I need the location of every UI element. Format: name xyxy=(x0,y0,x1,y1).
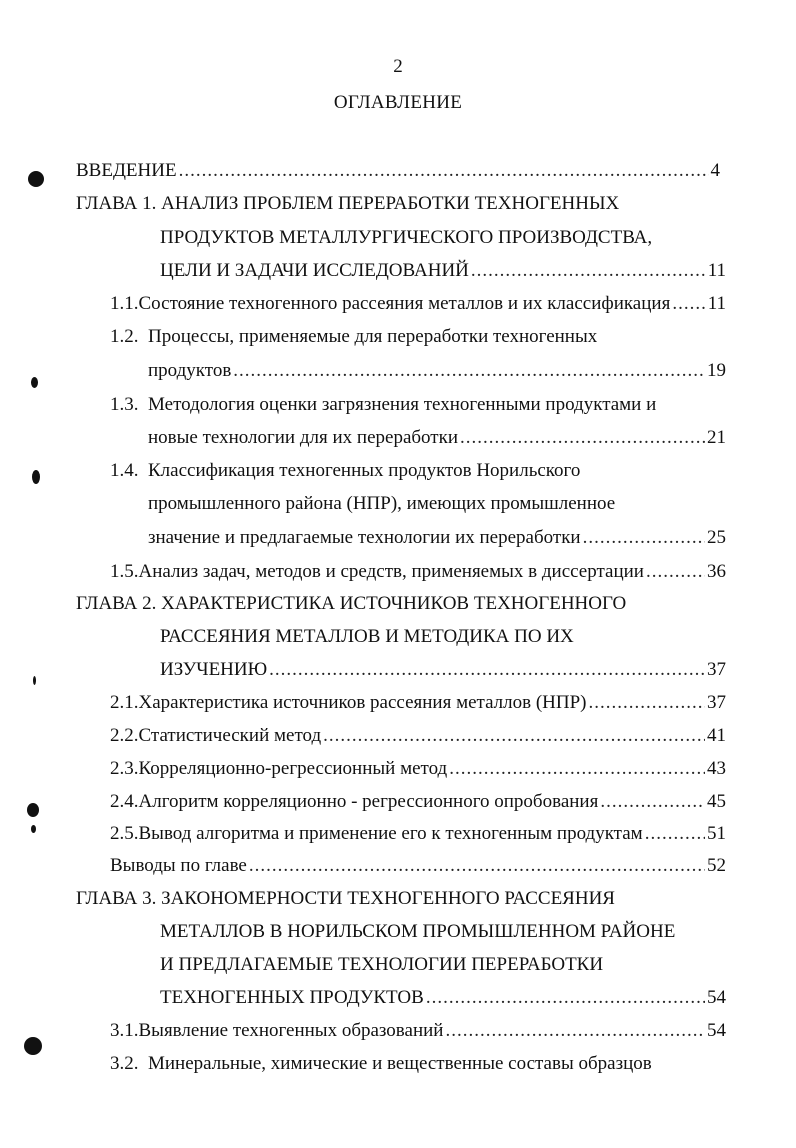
toc-entry xyxy=(110,690,726,716)
punch-hole-mark xyxy=(33,676,36,685)
toc-entry-title: ПРОДУКТОВ МЕТАЛЛУРГИЧЕСКОГО ПРОИЗВОДСТВА, xyxy=(160,227,653,248)
punch-hole-mark xyxy=(24,1037,42,1055)
toc-entry-title: ВВЕДЕНИЕ xyxy=(76,160,177,181)
toc-entry-page: 25 xyxy=(707,527,726,548)
page-number: 2 xyxy=(393,56,403,77)
leader-dots xyxy=(672,291,705,317)
toc-chapter-heading xyxy=(160,624,574,650)
toc-entry-title: ИЗУЧЕНИЮ xyxy=(160,659,268,680)
toc-entry-title: РАССЕЯНИЯ МЕТАЛЛОВ И МЕТОДИКА ПО ИХ xyxy=(160,626,574,647)
toc-entry-title: Вывод алгоритма и применение его к техногенным продуктам xyxy=(138,823,643,844)
toc-entry-page: 54 xyxy=(707,1020,726,1041)
toc-entry-number: 2.4. xyxy=(110,791,139,812)
toc-entry xyxy=(110,723,726,749)
leader-dots xyxy=(460,425,705,451)
toc-chapter-heading xyxy=(76,886,615,912)
toc-entry-number: 3.2. xyxy=(110,1053,139,1074)
toc-entry xyxy=(110,324,597,350)
toc-entry-page: 19 xyxy=(707,360,726,381)
toc-entry-number: 2.3. xyxy=(110,758,139,779)
leader-dots xyxy=(646,559,705,585)
toc-chapter-heading xyxy=(160,952,603,978)
toc-entry-title: ГЛАВА 3. ЗАКОНОМЕРНОСТИ ТЕХНОГЕННОГО РАССЕЯНИЯ xyxy=(76,888,615,909)
toc-entry-title: новые технологии для их переработки xyxy=(148,427,458,448)
leader-dots xyxy=(449,756,705,782)
toc-entry-title: Процессы, применяемые для переработки техногенных xyxy=(148,326,598,347)
leader-dots xyxy=(249,853,705,879)
toc-entry xyxy=(76,158,720,184)
leader-dots xyxy=(589,690,705,716)
toc-chapter-heading xyxy=(76,191,619,217)
toc-entry xyxy=(160,258,726,284)
toc-entry-title: МЕТАЛЛОВ В НОРИЛЬСКОМ ПРОМЫШЛЕННОМ РАЙОНЕ xyxy=(160,921,676,942)
punch-hole-mark xyxy=(31,825,36,833)
toc-entry-page: 41 xyxy=(707,725,726,746)
leader-dots xyxy=(233,358,705,384)
toc-entry-title: Корреляционно-регрессионный метод xyxy=(138,758,448,779)
toc-entry-number: 1.5. xyxy=(110,561,139,582)
toc-entry xyxy=(148,425,726,451)
toc-entry-title: ГЛАВА 2. ХАРАКТЕРИСТИКА ИСТОЧНИКОВ ТЕХНОГЕННОГО xyxy=(76,593,627,614)
toc-entry-page: 37 xyxy=(707,659,726,680)
toc-entry-title: Классификация техногенных продуктов Норильского xyxy=(148,460,581,481)
leader-dots xyxy=(323,723,705,749)
leader-dots xyxy=(426,985,705,1011)
toc-entry-number: 1.4. xyxy=(110,460,139,481)
toc-entry xyxy=(110,559,726,585)
toc-entry xyxy=(110,853,726,879)
toc-entry xyxy=(110,789,726,815)
toc-entry-page: 11 xyxy=(707,260,726,281)
toc-entry-page: 43 xyxy=(707,758,726,779)
toc-entry xyxy=(110,756,726,782)
leader-dots xyxy=(179,158,709,184)
toc-entry xyxy=(148,358,726,384)
toc-entry-title: Выводы по главе xyxy=(110,855,247,876)
toc-entry-title: Состояние техногенного рассеяния металлов и их классификация xyxy=(138,293,671,314)
toc-entry xyxy=(110,392,656,418)
toc-entry-number: 1.1. xyxy=(110,293,139,314)
toc-chapter-heading xyxy=(160,225,652,251)
toc-entry-page: 54 xyxy=(707,987,726,1008)
toc-entry-number: 3.1. xyxy=(110,1020,139,1041)
toc-entry-title: ТЕХНОГЕННЫХ ПРОДУКТОВ xyxy=(160,987,424,1008)
toc-entry-title: ЦЕЛИ И ЗАДАЧИ ИССЛЕДОВАНИЙ xyxy=(160,260,469,281)
toc-entry-title: Анализ задач, методов и средств, применяемых в диссертации xyxy=(138,561,644,582)
leader-dots xyxy=(645,821,705,847)
toc-entry xyxy=(110,458,580,484)
punch-hole-mark xyxy=(28,171,44,187)
toc-entry-page: 11 xyxy=(707,293,726,314)
toc-entry-number: 2.1. xyxy=(110,692,139,713)
toc-entry-number: 2.5. xyxy=(110,823,139,844)
toc-entry-title: Минеральные, химические и вещественные составы образцов xyxy=(148,1053,652,1074)
toc-entry-title: Характеристика источников рассеяния металлов (НПР) xyxy=(138,692,587,713)
leader-dots xyxy=(471,258,706,284)
leader-dots xyxy=(600,789,705,815)
toc-entry xyxy=(160,657,726,683)
toc-chapter-heading xyxy=(160,919,675,945)
toc-entry-page: 51 xyxy=(707,823,726,844)
toc-entry-number: 1.3. xyxy=(110,394,139,415)
toc-entry-title: ГЛАВА 1. АНАЛИЗ ПРОБЛЕМ ПЕРЕРАБОТКИ ТЕХНОГЕННЫХ xyxy=(76,193,620,214)
toc-entry-title: Методология оценки загрязнения техногенными продуктами и xyxy=(148,394,657,415)
toc-entry-number: 1.2. xyxy=(110,326,139,347)
toc-entry xyxy=(160,985,726,1011)
toc-entry xyxy=(110,821,726,847)
page-title: ОГЛАВЛЕНИЕ xyxy=(333,92,463,113)
punch-hole-mark xyxy=(27,803,39,817)
toc-entry-title: Выявление техногенных образований xyxy=(138,1020,444,1041)
toc-entry-title: промышленного района (НПР), имеющих промышленное xyxy=(148,493,616,514)
toc-entry-number: 2.2. xyxy=(110,725,139,746)
toc-entry-title: И ПРЕДЛАГАЕМЫЕ ТЕХНОЛОГИИ ПЕРЕРАБОТКИ xyxy=(160,954,604,975)
punch-hole-mark xyxy=(31,377,38,388)
leader-dots xyxy=(445,1018,705,1044)
toc-entry xyxy=(110,1051,652,1077)
leader-dots xyxy=(583,525,705,551)
leader-dots xyxy=(269,657,705,683)
toc-entry-page: 4 xyxy=(710,160,720,181)
toc-chapter-heading xyxy=(76,591,626,617)
toc-entry xyxy=(110,1018,726,1044)
toc-entry-page: 36 xyxy=(707,561,726,582)
toc-entry-page: 45 xyxy=(707,791,726,812)
toc-entry-title: Статистический метод xyxy=(138,725,322,746)
toc-entry-page: 52 xyxy=(707,855,726,876)
toc-entry xyxy=(148,491,615,517)
toc-entry xyxy=(110,291,726,317)
toc-entry-title: Алгоритм корреляционно - регрессионного опробования xyxy=(138,791,599,812)
toc-entry-title: продуктов xyxy=(148,360,232,381)
toc-entry-page: 37 xyxy=(707,692,726,713)
punch-hole-mark xyxy=(32,470,40,484)
toc-entry-page: 21 xyxy=(707,427,726,448)
toc-entry xyxy=(148,525,726,551)
toc-entry-title: значение и предлагаемые технологии их переработки xyxy=(148,527,581,548)
